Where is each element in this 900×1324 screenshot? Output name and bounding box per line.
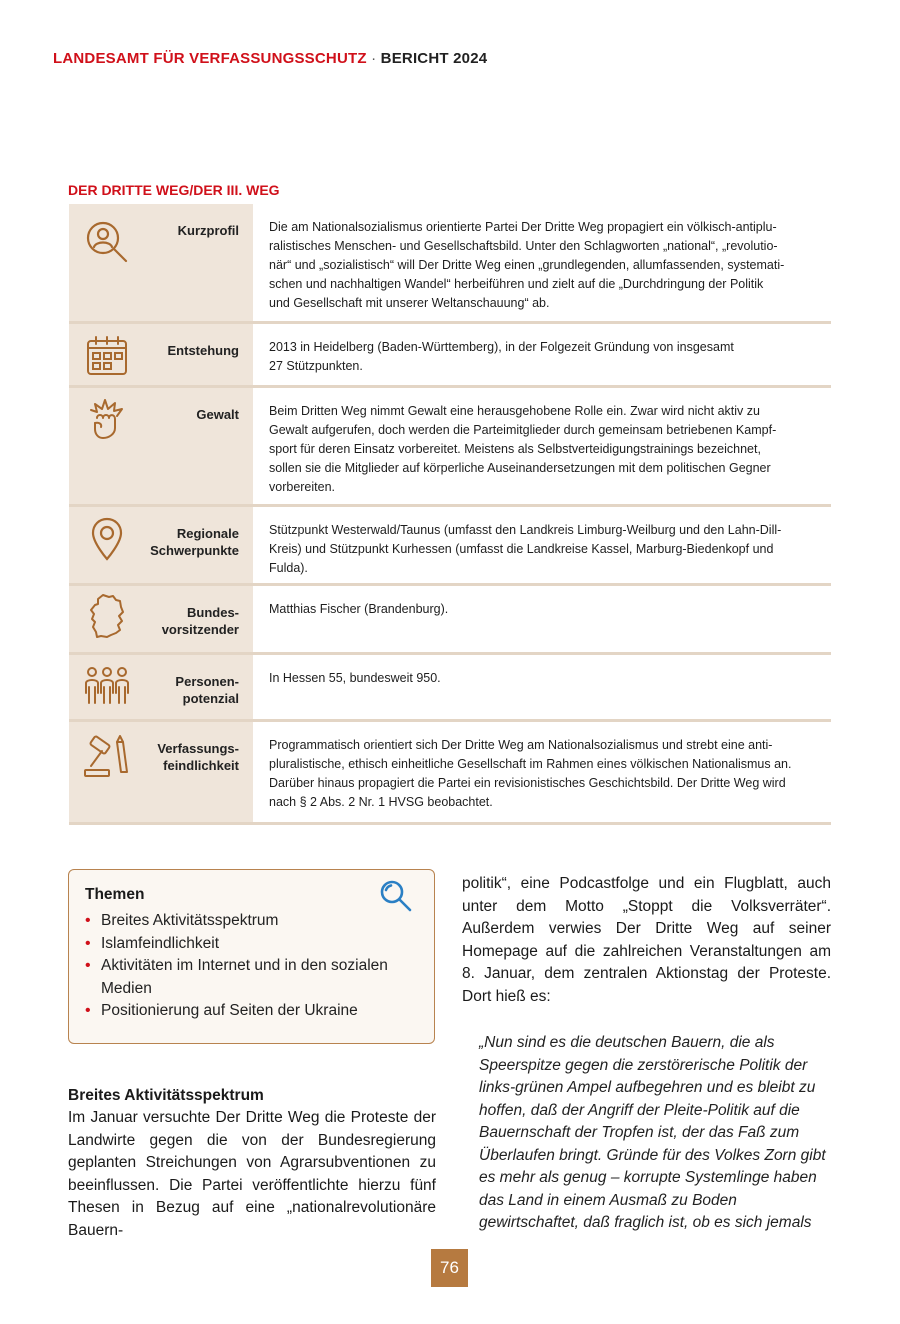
- label-personenpotenzial: Personen- potenzial: [175, 674, 239, 706]
- page-header: [53, 50, 487, 67]
- magnifier-icon: [378, 878, 414, 914]
- profile-row-gewalt: [69, 388, 831, 507]
- section-title: DER DRITTE WEG/DER III. WEG: [68, 182, 280, 198]
- text-kurzprofil: Die am Nationalsozialismus orientierte Partei Der Dritte Weg propagiert ein völkisch-antiplu- ralistisches Menschen- und Gesellschaftsbild. Unter den Schlagworten „national“, „revolutio- när“ und „sozialistisch“ will Der Dritte Weg einen „grundlegenden, allumfassenden, systemati- schen und nachhaltigen Wandel“ herbeiführen und zielt auf die „Durchdringung der Politik und Gesellschaft mit unserer Weltanschauung“ ab.: [255, 204, 831, 321]
- right-paragraph: politik“, eine Podcastfolge und ein Flugblatt, auch unter dem Motto „Stoppt die Volksverräter“. Außerdem verwies Der Dritte Weg auf seiner Homepage auf die zahlreichen Veranstaltungen am 8. Januar, dem zentralen Aktionstag der Proteste. Dort hieß es:: [462, 875, 831, 1005]
- header-org: LANDESAMT FÜR VERFASSUNGSSCHUTZ: [53, 50, 367, 67]
- label-kurzprofil: Kurzprofil: [177, 223, 239, 238]
- header-report: BERICHT 2024: [380, 50, 488, 67]
- map-pin-icon: [83, 515, 131, 563]
- quote-block: „Nun sind es die deutschen Bauern, die als Speerspitze gegen die zerstörerische Politik der links-grünen Ampel aufbegehren und es bleibt zu hoffen, daß der Angriff der Pleite-Politik auf die Bauernschaft der Tropfen ist, der das Faß zum Überlaufen bringt. Gründe für des Volkes Zorn gibt es mehr als genug – korrupte Systemlinge haben das Land in einem Ausmaß zu Boden gewirtschaftet, daß fraglich ist, ob es sich jemals: [479, 1034, 826, 1231]
- page-number: 76: [431, 1249, 468, 1287]
- list-item: • Positionierung auf Seiten der Ukraine: [85, 1000, 418, 1023]
- text-verfassungsfeindlichkeit: Programmatisch orientiert sich Der Dritte Weg am Nationalsozialismus und strebt eine anti- pluralistische, ethisch einheitliche Gesellschaft im Rahmen eines völkischen Nationalismus an. Darüber hinaus propagiert die Partei ein revisionistisches Geschichtsbild. Der Dritte Weg wird nach § 2 Abs. 2 Nr. 1 HVSG beobachtet.: [255, 722, 831, 822]
- profile-row-regionale-schwerpunkte: [69, 507, 831, 586]
- profile-table: [69, 204, 831, 825]
- text-personenpotenzial: In Hessen 55, bundesweit 950.: [255, 655, 831, 719]
- label-gewalt: Gewalt: [196, 407, 239, 422]
- gavel-icon: [83, 732, 131, 780]
- list-item: • Breites Aktivitätsspektrum: [85, 910, 418, 933]
- label-regionale-schwerpunkte: Regionale Schwerpunkte: [150, 526, 239, 558]
- label-verfassungsfeindlichkeit: Verfassungs- feindlichkeit: [157, 741, 239, 773]
- text-regionale-schwerpunkte: Stützpunkt Westerwald/Taunus (umfasst den Landkreis Limburg-Weilburg und den Lahn-Dill- Kreis) und Stützpunkt Kurhessen (umfasst die Landkreise Kassel, Marburg-Biedenkopf und Fulda).: [255, 507, 831, 583]
- person-search-icon: [83, 218, 131, 266]
- themen-title: Themen: [85, 886, 145, 903]
- profile-row-entstehung: [69, 324, 831, 388]
- label-bundesvorsitzender: Bundes- vorsitzender: [161, 605, 239, 637]
- text-entstehung: 2013 in Heidelberg (Baden-Württemberg), in der Folgezeit Gründung von insgesamt 27 Stützpunkten.: [255, 324, 831, 385]
- body-heading: Breites Aktivitätsspektrum: [68, 1087, 264, 1104]
- left-paragraph: Im Januar versuchte Der Dritte Weg die Proteste der Landwirte gegen die von der Bundesregierung geplanten Streichungen von Agrarsubventionen zu beeinflussen. Die Partei veröffentlichte hierzu fünf Thesen in Bezug auf eine „nationalrevolutionäre Bauern-: [68, 1109, 436, 1239]
- profile-row-bundesvorsitzender: [69, 586, 831, 655]
- left-column: [68, 1087, 436, 1242]
- text-bundesvorsitzender: Matthias Fischer (Brandenburg).: [255, 586, 831, 652]
- themen-list: [85, 910, 418, 1023]
- right-column: [462, 873, 831, 1235]
- profile-row-kurzprofil: [69, 204, 831, 324]
- germany-map-icon: [83, 592, 131, 640]
- profile-row-verfassungsfeindlichkeit: [69, 722, 831, 825]
- calendar-icon: [83, 332, 131, 380]
- header-separator: ·: [371, 50, 377, 67]
- label-entstehung: Entstehung: [167, 343, 239, 358]
- people-group-icon: [83, 663, 131, 711]
- list-item: • Islamfeindlichkeit: [85, 933, 418, 956]
- themen-box: [68, 869, 435, 1044]
- fist-icon: [83, 396, 131, 444]
- text-gewalt: Beim Dritten Weg nimmt Gewalt eine herausgehobene Rolle ein. Zwar wird nicht aktiv zu Gewalt aufgerufen, doch werden die Parteimitglieder durch gemeinsam betriebenen Kampf- sport für deren Einsatz vorbereitet. Meistens als Selbstverteidigungstrainings bezeichnet, sollen sie die Mitglieder auf körperliche Auseinandersetzungen mit dem politischen Gegner vorbereiten.: [255, 388, 831, 504]
- profile-row-personenpotenzial: [69, 655, 831, 722]
- list-item: • Aktivitäten im Internet und in den sozialen Medien: [85, 955, 418, 1000]
